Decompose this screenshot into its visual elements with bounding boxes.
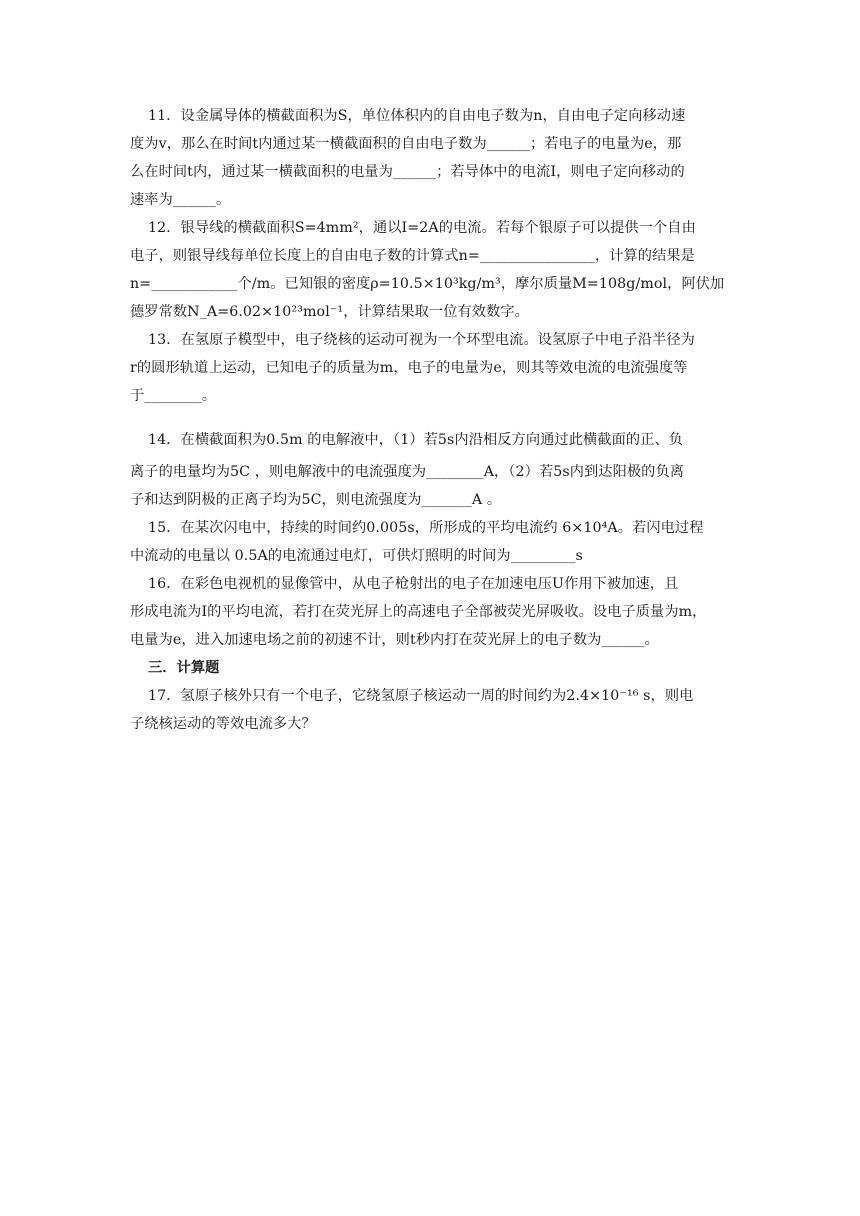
q15-line-2: 中流动的电量以 0.5A的电流通过电灯，可供灯照明的时间为_________s	[130, 548, 583, 564]
q11-line-1: 11．设金属导体的横截面积为S，单位体积内的自由电子数为n，自由电子定向移动速	[148, 108, 686, 124]
q17-line-2: 子绕核运动的等效电流多大？	[130, 716, 316, 732]
q14-line-2: 离子的电量均为5C ，则电解液中的电流强度为________A，（2）若5s内到达阳极的负离	[130, 464, 685, 480]
q13-line-3: 于________。	[130, 388, 217, 404]
q15-line-1: 15．在某次闪电中，持续的时间约0.005s，所形成的平均电流约 6×10⁴A。若闪电过程	[148, 520, 704, 536]
q14-line-1: 14．在横截面积为0.5m 的电解液中，（1）若5s内沿相反方向通过此横截面的正、负	[148, 432, 684, 448]
q11-line-3: 么在时间t内，通过某一横截面积的电量为______；若导体中的电流I，则电子定向移动的	[130, 164, 685, 180]
section-heading: 三．计算题	[148, 660, 220, 676]
q11-line-4: 速率为______。	[130, 192, 231, 208]
q13-line-1: 13．在氢原子模型中，电子绕核的运动可视为一个环型电流。设氢原子中电子沿半径为	[148, 332, 695, 348]
q12-line-4: 德罗常数N_A=6.02×10²³mol⁻¹，计算结果取一位有效数字。	[130, 304, 529, 320]
q17-line-1: 17．氢原子核外只有一个电子，它绕氢原子核运动一周的时间约为2.4×10⁻¹⁶ s，则电	[148, 688, 694, 704]
q11-line-2: 度为v，那么在时间t内通过某一横截面积的自由电子数为______；若电子的电量为e，那	[130, 136, 682, 152]
q13-line-2: r的圆形轨道上运动，已知电子的质量为m，电子的电量为e，则其等效电流的电流强度等	[130, 360, 688, 376]
q16-line-2: 形成电流为I的平均电流，若打在荧光屏上的高速电子全部被荧光屏吸收。设电子质量为m，	[130, 604, 707, 620]
q16-line-1: 16．在彩色电视机的显像管中，从电子枪射出的电子在加速电压U作用下被加速，且	[148, 576, 679, 592]
q12-line-3: n=____________个/m。已知银的密度ρ=10.5×10³kg/m³，摩尔质量M=108g/mol，阿伏加	[130, 276, 725, 292]
q12-line-1: 12．银导线的横截面积S=4mm²，通以I=2A的电流。若每个银原子可以提供一个自由	[148, 220, 696, 236]
q16-line-3: 电量为e，进入加速电场之前的初速不计，则t秒内打在荧光屏上的电子数为______。	[130, 632, 659, 648]
q14-line-3: 子和达到阴极的正离子均为5C，则电流强度为_______A 。	[130, 492, 502, 508]
q12-line-2: 电子，则银导线每单位长度上的自由电子数的计算式n=________________，计算的结果是	[130, 248, 695, 264]
